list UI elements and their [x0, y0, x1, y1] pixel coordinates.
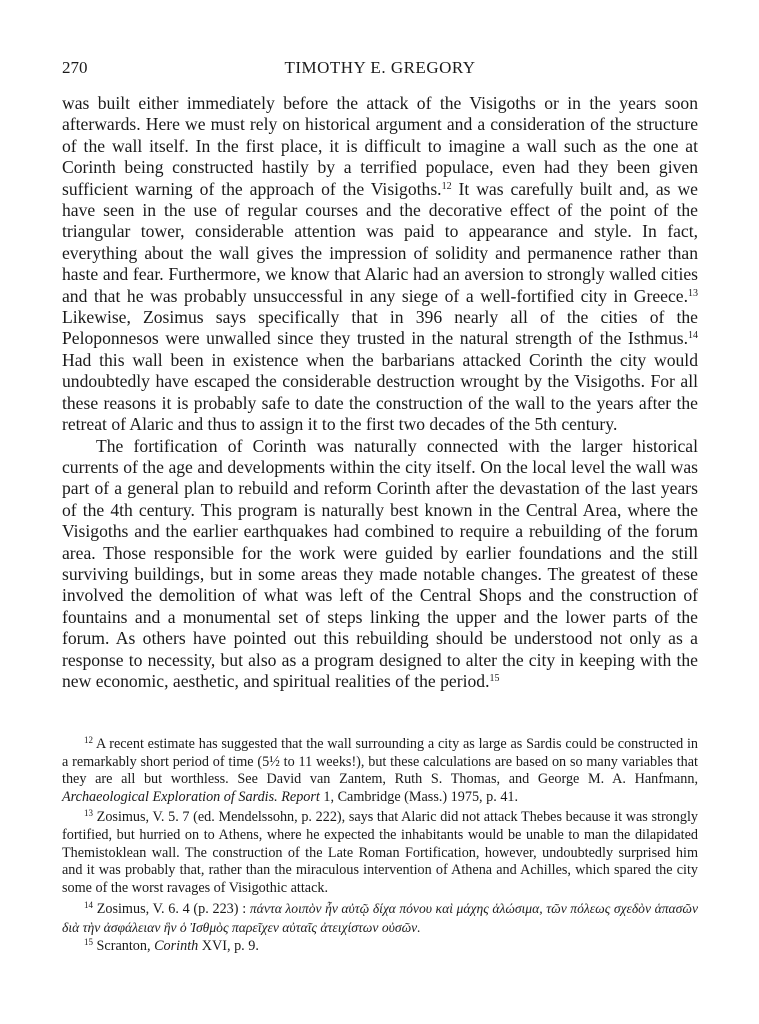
paragraph-1-part-a: was built either immediately before the attack of the Visigoths or in the years soon afterwards. Here we must rely on historical argument and a consideration of the structure of the wall itself. In the first place, it is difficult to imagine a wall such as the one at Corinth being constructed hastily by a terrified populace, even had they been given sufficient warning of the approach of the Visigoths.: [62, 93, 698, 199]
footnote-ref-12: 12: [441, 180, 452, 192]
footnote-15-text-a: Scranton,: [93, 937, 155, 954]
running-head: TIMOTHY E. GREGORY: [284, 58, 476, 77]
footnote-13-text: Zosimus, V. 5. 7 (ed. Mendelssohn, p. 222), says that Alaric did not attack Thebes because it was strongly fortified, but hurried on to Athens, where he expected the inhabitants would be unable to man the dilapidated Themistoklean wall. The construction of the Late Roman Fortification, however, undoubtedly surprised him and it was probably that, rather than the miraculous intervention of Athena and Achilles, which spared the city some of the worst ravages of Visigothic attack.: [62, 809, 698, 896]
paragraph-2: [62, 436, 698, 693]
footnotes: [62, 736, 698, 955]
footnote-13: [62, 809, 698, 897]
footnote-15: [62, 938, 698, 956]
footnote-12-text-a: A recent estimate has suggested that the wall surrounding a city as large as Sardis could be constructed in a remarkably short period of time (5½ to 11 weeks!), but these calculations are based on so many variables that they are all but worthless. See David van Zantem, Ruth S. Thomas, and George M. A. Hanfmann,: [62, 736, 698, 788]
footnote-ref-15: 15: [489, 672, 500, 684]
footnote-14-text: Zosimus, V. 6. 4 (p. 223) :: [93, 901, 250, 918]
paragraph-1-part-c: Likewise, Zosimus says specifically that in 396 nearly all of the cities of the Peloponnesos were unwalled since they trusted in the natural strength of the Isthmus.: [62, 307, 698, 349]
page-number: 270: [62, 58, 88, 77]
main-text: [62, 93, 698, 692]
footnote-12-title: Archaeological Exploration of Sardis. Report: [62, 788, 320, 805]
footnote-14: [62, 900, 698, 937]
footnote-15-title: Corinth: [154, 937, 199, 954]
paragraph-1: [62, 93, 698, 436]
paragraph-1-part-d: Had this wall been in existence when the barbarians attacked Corinth the city would undoubtedly have escaped the considerable destruction wrought by the Visigoths. For all these reasons it is probably safe to date the construction of the wall to the years after the retreat of Alaric and thus to assign it to the first two decades of the 5th century.: [62, 349, 698, 435]
footnote-14-number: 14: [84, 900, 93, 911]
footnote-ref-13: 13: [688, 287, 698, 299]
footnote-12-number: 12: [84, 735, 93, 745]
footnote-ref-14: 14: [688, 330, 698, 342]
paragraph-2-part-a: The fortification of Corinth was naturally connected with the larger historical currents of the age and developments within the city itself. On the local level the wall was part of a general plan to rebuild and reform Corinth after the devastation of the last years of the 4th century. This program is naturally best known in the Central Area, where the Visigoths and the earlier earthquakes had combined to require a rebuilding of the forum area. Those responsible for the work were guided by earlier foundations and the still surviving buildings, but in some areas they made notable changes. The greatest of these involved the demolition of what was left of the Central Shops and the construction of fountains and a monumental set of steps linking the upper and the lower parts of the forum. As others have pointed out this rebuilding should be understood not only as a response to necessity, but also as a program designed to alter the city in keeping with the new economic, aesthetic, and spiritual realities of the period.: [62, 435, 698, 691]
footnote-12: [62, 736, 698, 806]
footnote-13-number: 13: [84, 808, 93, 819]
page-header: [62, 58, 698, 80]
footnote-12-text-b: 1, Cambridge (Mass.) 1975, p. 41.: [319, 788, 519, 805]
footnote-14-greek-quote: πάντα λοιπὸν ἦν αὐτῷ δίχα πόνου καὶ μάχης ἁλώσιμα, τῶν πόλεως σχεδὸν ἁπασῶν διὰ τὴν ἀσφάλειαν ἣν ὁ Ἰσθμὸς παρεῖχεν αὐταῖς ἀτειχίστων οὐσῶν.: [62, 901, 698, 935]
footnote-15-number: 15: [84, 936, 93, 947]
paragraph-1-part-b: It was carefully built and, as we have seen in the use of regular courses and the decorative effect of the point of the triangular tower, considerable attention was paid to appearance and style. In fact, everything about the wall gives the impression of solidity and permanence rather than haste and fear. Furthermore, we know that Alaric had an aversion to strongly walled cities and that he was probably unsuccessful in any siege of a well-fortified city in Greece.: [62, 178, 698, 306]
footnote-15-text-b: XVI, p. 9.: [198, 937, 259, 954]
